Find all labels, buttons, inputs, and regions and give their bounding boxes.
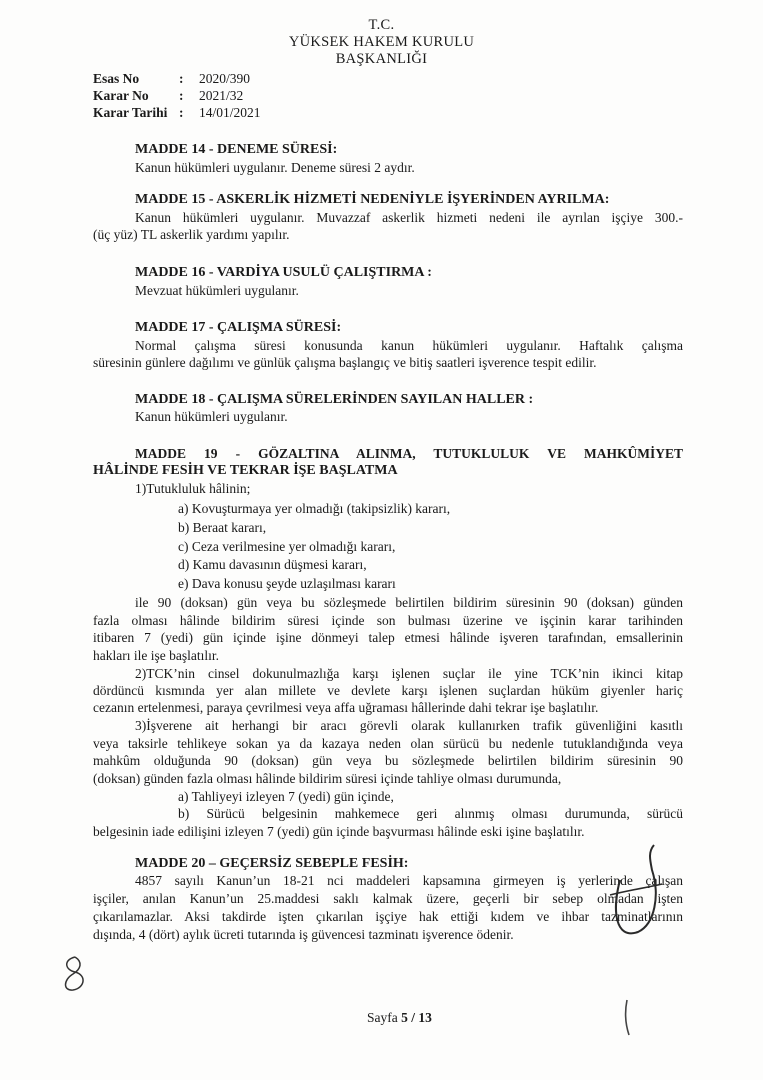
meta-key: Karar Tarihi <box>93 105 168 120</box>
initial-mark <box>55 952 95 997</box>
meta-value: 2020/390 <box>199 71 251 86</box>
header-institution: YÜKSEK HAKEM KURULU <box>288 34 475 50</box>
page-number <box>367 1010 432 1026</box>
article-19-item-c: c) Ceza verilmesine yer olmadığı kararı, <box>178 539 396 554</box>
article-19-item-d: d) Kamu davasının düşmesi kararı, <box>178 557 367 572</box>
article-17-line2: süresinin günlere dağılımı ve günlük çalışma başlangıç ve bitiş saatleri işverence tespit edilir. <box>93 355 597 370</box>
article-15-line2: (üç yüz) TL askerlik yardımı yapılır. <box>93 227 290 242</box>
meta-sep: : <box>179 88 184 103</box>
article-15-line1: Kanun hükümleri uygulanır. Muvazzaf askerlik hizmeti nedeni ile ayrılan işçiye 300.- <box>135 210 683 225</box>
header-presidency: BAŞKANLIĞI <box>335 51 428 67</box>
article-19-p3-line3: mahkûm olduğunda 90 (doksan) gün veya bu sözleşmede belirtilen bildirim süresinin 90 <box>93 753 683 768</box>
article-15-title: MADDE 15 - ASKERLİK HİZMETİ NEDENİYLE İŞYERİNDEN AYRILMA: <box>135 192 610 207</box>
article-19-item-e: e) Dava konusu şeyde uzlaşılması kararı <box>178 576 396 591</box>
article-18-text: Kanun hükümleri uygulanır. <box>135 409 288 424</box>
article-19-title-line1: MADDE 19 - GÖZALTINA ALINMA, TUTUKLULUK VE MAHKÛMİYET <box>135 446 683 461</box>
article-19-title-line2: HÂLİNDE FESİH VE TEKRAR İŞE BAŞLATMA <box>93 463 398 478</box>
meta-sep: : <box>179 71 184 86</box>
article-20-line1: 4857 sayılı Kanun’un 18-21 nci maddeleri kapsamına girmeyen iş yerlerinde çalışan <box>135 873 683 888</box>
article-14-text: Kanun hükümleri uygulanır. Deneme süresi 2 aydır. <box>135 160 415 175</box>
meta-karar <box>93 87 261 104</box>
article-20-line2: işçiler, anılan Kanun’un 25.maddesi saklı kalmak üzere, geçerli bir sebep olmadan işten <box>93 891 683 906</box>
article-19-p3-line1: 3)İşverene ait herhangi bir aracı görevli olarak kullanırken trafik güvenliğini kasıtlı <box>135 718 683 733</box>
page-total: 13 <box>418 1010 432 1025</box>
page-prefix: Sayfa <box>367 1010 398 1025</box>
case-meta <box>93 70 261 121</box>
article-20-line4: dışında, 4 (dört) aylık ücreti tutarında iş güvencesi tazminatı işverence ödenir. <box>93 927 514 942</box>
article-19-p2-line3: cezanın ertelenmesi, paraya çevrilmesi veya affa uğraması hâllerinde dahi tekrar işe başlatılır. <box>93 700 599 715</box>
meta-value: 2021/32 <box>199 88 244 103</box>
article-17-title: MADDE 17 - ÇALIŞMA SÜRESİ: <box>135 320 342 335</box>
signature-mark <box>590 840 680 950</box>
meta-tarih <box>93 104 261 121</box>
article-19-p2-line1: 2)TCK’nin cinsel dokunulmazlığa karşı işlenen suçlar ile yine TCK’nin ikinci kitap <box>135 666 683 681</box>
article-19-p3-item-b-cont: belgesinin iade edilişini izleyen 7 (yedi) gün içinde başvurması hâlinde eski işine başlatılır. <box>93 824 585 839</box>
article-19-item-b: b) Beraat kararı, <box>178 520 267 535</box>
corner-mark <box>615 995 645 1040</box>
article-19-line2: fazla olması hâlinde bildirim süresi içinde son bulması üzerine ve işçinin karar tarihinden <box>93 613 683 628</box>
article-19-p3-line2: veya taksirle tehlikeye sokan ya da kazaya neden olan sürücü bu nedenle tutuklandığında veya <box>93 736 683 751</box>
article-19-p3-line4: (doksan) günden fazla olması hâlinde bildirim süresi içinde tahliye olması durumunda, <box>93 771 562 786</box>
page-current: 5 <box>401 1010 408 1025</box>
article-16-title: MADDE 16 - VARDİYA USULÜ ÇALIŞTIRMA : <box>135 265 432 280</box>
meta-sep: : <box>179 105 184 120</box>
article-17-line1: Normal çalışma süresi konusunda kanun hükümleri uygulanır. Haftalık çalışma <box>135 338 683 353</box>
article-19-p3-item-b: b) Sürücü belgesinin mahkemece geri alınmış olması durumunda, sürücü <box>178 806 683 821</box>
article-19-p2-line2: dördüncü kısmında yer alan millete ve devlete karşı işlenen suçlardan hüküm giyenler hariç <box>93 683 683 698</box>
article-20-title: MADDE 20 – GEÇERSİZ SEBEPLE FESİH: <box>135 856 409 871</box>
article-19-line1: ile 90 (doksan) gün veya bu sözleşmede belirtilen bildirim süresinin 90 (doksan) günden <box>135 595 683 610</box>
meta-key: Esas No <box>93 71 140 86</box>
article-20-line3: çıkarılamazlar. Aksi takdirde işten çıkarılan işçiye hak ettiği kıdem ve ihbar tazminatlarının <box>93 909 683 924</box>
header-tc: T.C. <box>368 17 395 33</box>
meta-value: 14/01/2021 <box>199 105 261 120</box>
article-18-title: MADDE 18 - ÇALIŞMA SÜRELERİNDEN SAYILAN HALLER : <box>135 392 534 407</box>
article-16-text: Mevzuat hükümleri uygulanır. <box>135 283 299 298</box>
meta-esas <box>93 70 261 87</box>
article-19-line4: hakları ile işe başlatılır. <box>93 648 219 663</box>
page-sep: / <box>411 1010 416 1025</box>
article-19-line3: itibaren 7 (yedi) gün içinde işine dönmeyi talep etmesi hâlinde işveren tarafından, emsallerinin <box>93 630 683 645</box>
meta-key: Karar No <box>93 88 149 103</box>
article-19-p3-item-a: a) Tahliyeyi izleyen 7 (yedi) gün içinde, <box>178 789 394 804</box>
article-19-item-a: a) Kovuşturmaya yer olmadığı (takipsizlik) kararı, <box>178 501 451 516</box>
article-14-title: MADDE 14 - DENEME SÜRESİ: <box>135 142 338 157</box>
article-19-p1: 1)Tutukluluk hâlinin; <box>135 481 251 496</box>
